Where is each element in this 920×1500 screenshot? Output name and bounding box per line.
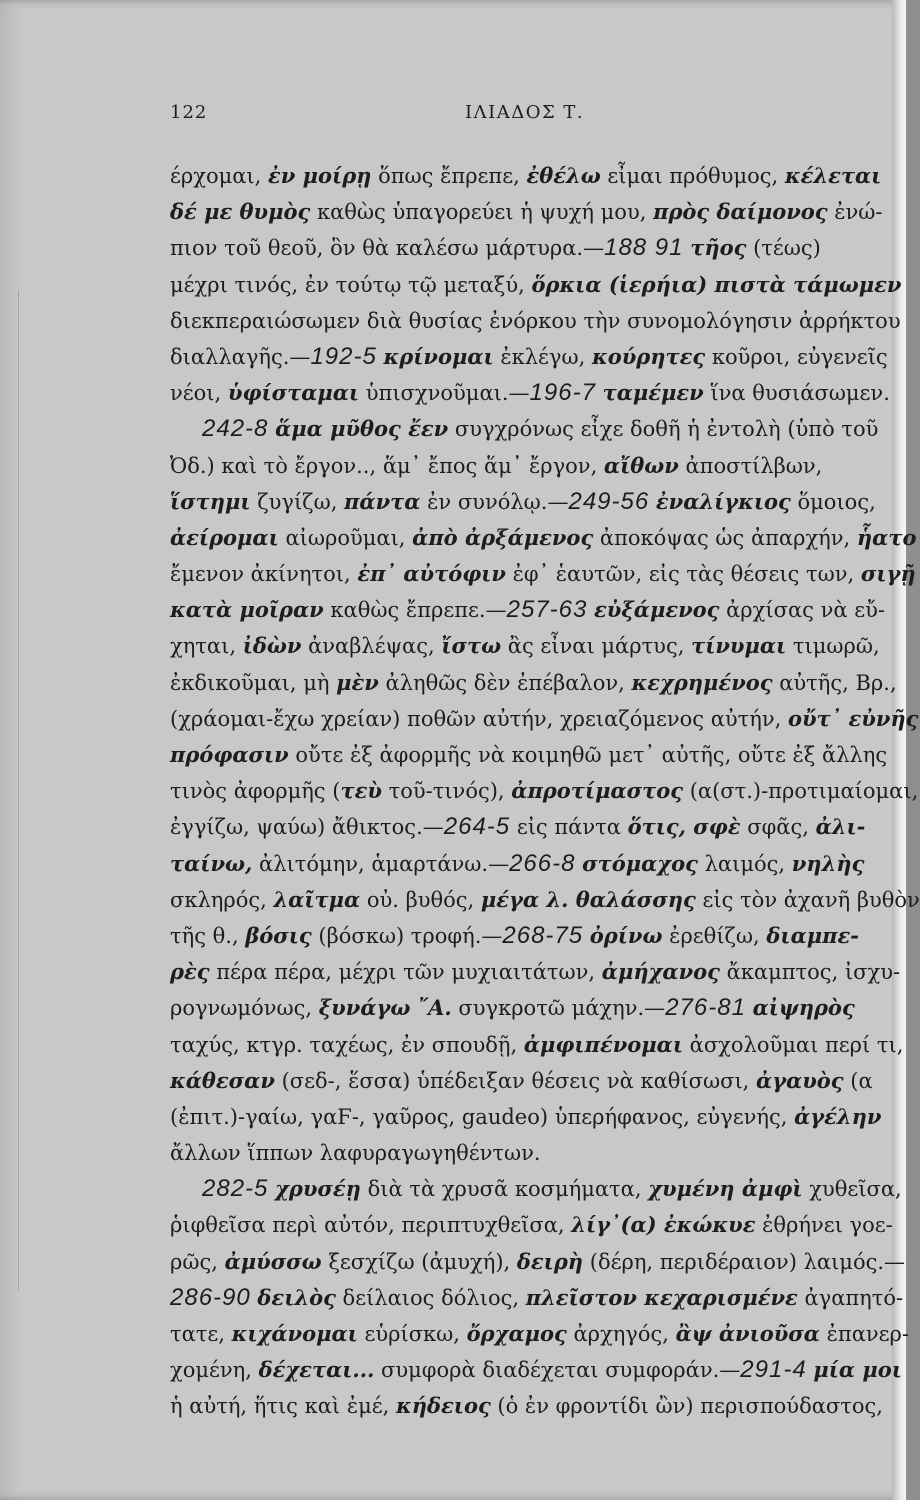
headword: μία μοι <box>813 1357 902 1383</box>
headword: κεχρημένος <box>631 669 773 695</box>
gloss-text: ἐν συνόλῳ.— <box>420 489 569 514</box>
headword: ἧατο <box>856 524 917 550</box>
gloss-text: ἀποστίλβων, <box>678 453 823 478</box>
headword: διαμπε- <box>766 922 859 948</box>
headword: λαῖτμα <box>273 886 361 912</box>
running-title: ΙΛΙΑΔΟΣ Τ. <box>465 102 585 123</box>
gloss-text: λαιμός, <box>697 851 792 876</box>
text-line <box>170 1280 906 1316</box>
gloss-text: ὑπισχνοῦμαι.— <box>359 381 530 406</box>
headword: ἴστω <box>441 633 502 659</box>
text-line <box>170 484 906 520</box>
gloss-text: νέοι, <box>170 381 228 406</box>
gloss-text: ῥιφθεῖσα περὶ αὐτόν, περιπτυχθεῖσα, <box>170 1213 572 1238</box>
gloss-text <box>583 924 590 948</box>
headword: αἰψηρὸς <box>752 995 855 1021</box>
gloss-text: ἐκδικοῦμαι, μὴ <box>170 670 337 695</box>
headword: ἀείρομαι <box>170 524 279 550</box>
text-line <box>170 1244 906 1280</box>
gloss-text: ἀναβλέψας, <box>301 634 442 659</box>
text-line <box>170 303 906 339</box>
gloss-text: ἂς εἶναι μάρτυς, <box>501 634 692 659</box>
headword: ἀμήχανος <box>601 959 720 985</box>
headword: ἀμφιπένομαι <box>523 1031 683 1057</box>
gloss-text: δείλαιος δόλιος, <box>335 1285 526 1310</box>
gloss-text: ἀλιτόμην, ἁμαρτάνω.— <box>252 851 510 876</box>
text-line <box>170 1063 906 1099</box>
headword: δειρὴ <box>516 1248 584 1274</box>
headword: εὐξάμενος <box>594 597 720 623</box>
verse-reference: 282-5 <box>202 1175 269 1203</box>
gloss-text: αἰωροῦμαι, <box>278 525 413 550</box>
gloss-text: εἰς πάντα <box>510 815 628 840</box>
gloss-text: σφᾶς, <box>740 815 816 840</box>
verse-reference: 249-56 <box>568 487 650 515</box>
gloss-text: ἵνα θυσιάσωμεν. <box>703 381 890 406</box>
headword: ἀγέλην <box>794 1103 882 1129</box>
gloss-text: ἐκλέγω, <box>493 344 592 369</box>
gloss-text: συμφορὰ διαδέχεται συμφοράν.— <box>374 1358 741 1383</box>
text-line <box>170 267 906 303</box>
headword: ταίνω, <box>170 850 253 876</box>
gloss-text: τατε, <box>170 1322 232 1346</box>
headword: μέγα λ. θαλάσσης <box>480 886 696 912</box>
verse-reference: 196-7 <box>529 379 596 407</box>
headword: νηλὴς <box>791 850 865 876</box>
headword: πρὸς δαίμονος <box>653 199 828 225</box>
gloss-text: ἀσχολοῦμαι περί τι, <box>682 1032 904 1057</box>
headword: ἵστημι <box>170 488 251 514</box>
text-line <box>170 158 906 194</box>
headword: ὅρκια (ἱερήια) πιστὰ τάμωμεν <box>531 271 902 297</box>
text-line <box>170 194 906 230</box>
gloss-text: αὐτῆς, Βρ., <box>772 670 897 695</box>
gloss-text: πέρα πέρα, μέχρι τῶν μυχιαιτάτων, <box>209 960 602 985</box>
headword: ταμέμεν <box>602 380 704 406</box>
headword: ἐπ᾽ αὐτόφιν <box>357 561 506 587</box>
gloss-text: σκληρός, <box>170 887 274 912</box>
gloss-text <box>649 490 656 514</box>
verse-reference: 266-8 <box>509 849 576 877</box>
gloss-text: ἔμενον ἀκίνητοι, <box>170 562 358 587</box>
headword: ἂψ ἀνιοῦσα <box>675 1321 820 1346</box>
text-line <box>170 918 906 954</box>
torn-margin <box>18 290 29 1290</box>
gloss-text: χομένη, <box>170 1358 259 1383</box>
gloss-text: ἡ αὐτή, ἥτις καὶ ἐμέ, <box>170 1394 396 1419</box>
text-line <box>170 882 920 918</box>
gloss-text: ρῶς, <box>170 1249 225 1274</box>
verse-reference: 286-90 <box>170 1283 251 1311</box>
gloss-text: τῆς θ., <box>170 923 246 948</box>
verse-reference: 276-81 <box>665 994 746 1022</box>
gloss-text: (δέρη, περιδέραιον) λαιμός.— <box>583 1249 906 1274</box>
headword: χρυσέῃ <box>275 1176 361 1202</box>
headword: κέλεται <box>784 163 882 188</box>
commentary-text <box>170 158 920 1425</box>
gloss-text <box>596 381 603 405</box>
gloss-text: ἀποκόψας ὡς ἀπαρχήν, <box>593 525 857 550</box>
text-line <box>170 628 906 664</box>
headword: τεὺ <box>340 778 382 804</box>
gloss-text: οὐ. βυθός, <box>360 887 481 912</box>
gloss-text: καθὼς ἔπρεπε.— <box>323 598 507 623</box>
verse-reference: 264-5 <box>443 813 511 841</box>
headword: ὑφίσταμαι <box>227 380 360 406</box>
gloss-text: ἄκαμπτος, ἰσχυ- <box>719 960 901 985</box>
headword: ἀμύσσω <box>224 1248 322 1274</box>
gloss-text: ἀρχηγός, <box>566 1322 676 1346</box>
headword: ἀλι- <box>815 814 866 840</box>
gloss-text: πιον τοῦ θεοῦ, ὃν θὰ καλέσω μάρτυρα.— <box>170 236 605 261</box>
text-line <box>170 1388 906 1424</box>
text-line <box>170 1099 906 1135</box>
gloss-text: ξεσχίζω (ἀμυχή), <box>321 1249 517 1274</box>
gloss-text: (χράομαι-ἔχω χρείαν) ποθῶν αὐτήν, χρειαζόμενος αὐτήν, <box>170 706 788 731</box>
gloss-text: (ἐπιτ.)-γαίω, γαϜ-, γαῦρος, gaudeo) ὑπερήφανος, εὐγενής, <box>170 1104 795 1129</box>
text-line <box>170 1207 906 1243</box>
gloss-text: τιμωρῶ, <box>786 634 880 659</box>
headword: ὅτις, σφὲ <box>627 814 741 840</box>
verse-reference: 257-63 <box>506 596 588 624</box>
headword: κρίνομαι <box>383 343 494 369</box>
verse-reference: 188 91 <box>604 234 684 262</box>
gloss-text: οὔτε ἐξ ἀφορμῆς νὰ κοιμηθῶ μετ᾽ αὐτῆς, οὔτε ἐξ ἄλλης <box>288 743 888 767</box>
gloss-text: εὑρίσκω, <box>357 1322 467 1346</box>
headword: ἅμα μῦθος ἔεν <box>275 416 449 442</box>
headword: λίγ᾽(α) ἐκώκυε <box>571 1212 756 1238</box>
gloss-text <box>746 996 753 1020</box>
gloss-text: ζυγίζω, <box>250 489 345 514</box>
gloss-text: τινὸς ἀφορμῆς ( <box>170 779 341 804</box>
gloss-text: ἐπανερ- <box>819 1322 909 1346</box>
text-line <box>170 773 919 809</box>
gloss-text: (βόσκω) τροφή.— <box>311 923 503 948</box>
text-line <box>170 1135 906 1171</box>
gloss-text: εἶμαι πρόθυμος, <box>600 164 785 188</box>
headword: ἐναλίγκιος <box>655 488 791 514</box>
gloss-text: ὅμοιος, <box>790 489 876 514</box>
headword: ἰδὼν <box>242 633 302 659</box>
headword: δέχεται... <box>258 1357 375 1383</box>
verse-reference: 242-8 <box>202 415 269 443</box>
gloss-text: ἐγγίζω, ψαύω) ἄθικτος.— <box>170 815 444 840</box>
headword: ἐν μοίρῃ <box>268 163 372 188</box>
gloss-text: ἀρχίσας νὰ εὔ- <box>719 598 885 623</box>
headword: ρὲς <box>170 959 210 985</box>
headword: κήδειος <box>396 1393 491 1419</box>
gloss-text: μέχρι τινός, ἐν τούτῳ τῷ μεταξύ, <box>170 272 532 297</box>
verse-reference: 268-75 <box>502 921 584 949</box>
gloss-text: χηται, <box>170 634 243 659</box>
text-line <box>170 1027 906 1063</box>
text-line <box>170 1316 909 1352</box>
text-line <box>170 701 919 737</box>
gloss-text: ρογνωμόνως, <box>170 996 319 1021</box>
gloss-text: ἐνώ- <box>827 200 883 225</box>
gloss-text: διὰ τὰ χρυσᾶ κοσμήματα, <box>360 1177 649 1202</box>
gloss-text: ἐθρήνει γοε- <box>755 1213 893 1238</box>
headword: ἐθέλω <box>526 163 601 188</box>
headword: οὔτ᾽ εὐνῆς <box>787 705 919 731</box>
gloss-text: ταχύς, κτγρ. ταχέως, ἐν σπουδῇ, <box>170 1032 524 1057</box>
headword: βόσις <box>245 922 312 948</box>
headword: τῆος <box>690 235 747 261</box>
gloss-text: έρχομαι, <box>170 164 269 188</box>
text-line <box>170 809 906 845</box>
gloss-text: ἐρεθίζω, <box>662 923 767 948</box>
gloss-text: καθὼς ὑπαγορεύει ἡ ψυχή μου, <box>310 200 654 225</box>
text-line <box>170 1171 906 1207</box>
page-header <box>0 102 906 132</box>
text-line <box>170 520 917 556</box>
gloss-text: (α(στ.)-προτιμαίομαι, <box>683 779 919 804</box>
gloss-text: ὅπως ἔπρεπε, <box>371 164 527 188</box>
gloss-text: (ὁ ἐν φροντίδι ὢν) περισπούδαστος, <box>490 1394 883 1419</box>
gloss-text: κοῦροι, εὐγενεῖς <box>705 344 888 369</box>
headword: κούρητες <box>591 343 706 369</box>
gloss-text: διεκπεραιώσωμεν διὰ θυσίας ἐνόρκου τὴν συνομολόγησιν ἀρρήκτου <box>170 308 901 333</box>
text-line <box>170 339 906 375</box>
headword: πλεῖστον κεχαρισμένε <box>525 1284 798 1310</box>
headword: ἀγαυὸς <box>756 1067 844 1093</box>
verse-reference: 291-4 <box>740 1356 807 1384</box>
page-number: 122 <box>170 102 208 123</box>
gloss-text <box>587 598 594 622</box>
text-line <box>170 1352 906 1388</box>
text-line <box>170 448 906 484</box>
headword: κάθεσαν <box>170 1067 275 1093</box>
headword: ὀρίνω <box>589 922 663 948</box>
text-line <box>170 665 906 701</box>
gloss-text: διαλλαγῆς.— <box>170 344 311 369</box>
headword: κιχάνομαι <box>231 1321 358 1346</box>
headword: τίνυμαι <box>691 633 787 659</box>
headword: χυμένη ἀμφὶ <box>648 1176 803 1202</box>
headword: αἴθων <box>603 452 679 478</box>
gloss-text: εἰς τὸν ἀχανῆ βυθὸν <box>695 887 920 912</box>
headword: πάντα <box>344 488 421 514</box>
text-line <box>170 230 906 266</box>
headword: στόμαχος <box>582 850 698 876</box>
text-line <box>170 375 906 411</box>
text-line <box>170 592 906 628</box>
headword: ξυνάγω ῎Α. <box>318 995 452 1021</box>
gloss-text: χυθεῖσα, <box>802 1177 902 1202</box>
headword: δέ με θυμὸς <box>170 199 311 225</box>
gloss-text: (σεδ-, ἕσσα) ὑπέδειξαν θέσεις νὰ καθίσωσι, <box>274 1068 757 1093</box>
headword: ἀπροτίμαστος <box>511 778 684 804</box>
text-line <box>170 990 906 1026</box>
gloss-text <box>377 345 384 369</box>
gloss-text: ἄλλων ἵππων λαφυραγωγηθέντων. <box>170 1141 541 1166</box>
gloss-text: (τέως) <box>746 236 821 261</box>
headword: σιγῇ <box>860 561 916 587</box>
gloss-text: (α <box>843 1068 873 1093</box>
text-line <box>170 556 916 592</box>
headword: κατὰ μοῖραν <box>170 597 324 623</box>
text-line <box>170 846 906 882</box>
text-line <box>170 737 906 773</box>
headword: δειλὸς <box>257 1284 336 1310</box>
gloss-text: ἀγαπητό- <box>797 1285 904 1310</box>
gloss-text: τοῦ-τινός), <box>381 779 512 804</box>
gloss-text: συγχρόνως εἶχε δοθῆ ἡ ἐντολὴ (ὑπὸ τοῦ <box>448 417 879 442</box>
gloss-text: συγκροτῶ μάχην.— <box>451 996 666 1021</box>
gloss-text: Ὀδ.) καὶ τὸ ἔργον.., ἅμ᾽ ἔπος ἅμ᾽ ἔργον, <box>170 453 604 478</box>
gloss-text: ἐφ᾽ ἑαυτῶν, εἰς τὰς θέσεις των, <box>505 562 861 587</box>
text-line <box>170 411 906 447</box>
headword: μὲν <box>336 669 379 695</box>
headword: ἀπὸ ἀρξάμενος <box>412 524 594 550</box>
text-line <box>170 954 906 990</box>
headword: ὄρχαμος <box>466 1321 567 1346</box>
headword: πρόφασιν <box>170 742 289 767</box>
gloss-text: ἀληθῶς δὲν ἐπέβαλον, <box>378 670 632 695</box>
verse-reference: 192-5 <box>310 342 377 370</box>
